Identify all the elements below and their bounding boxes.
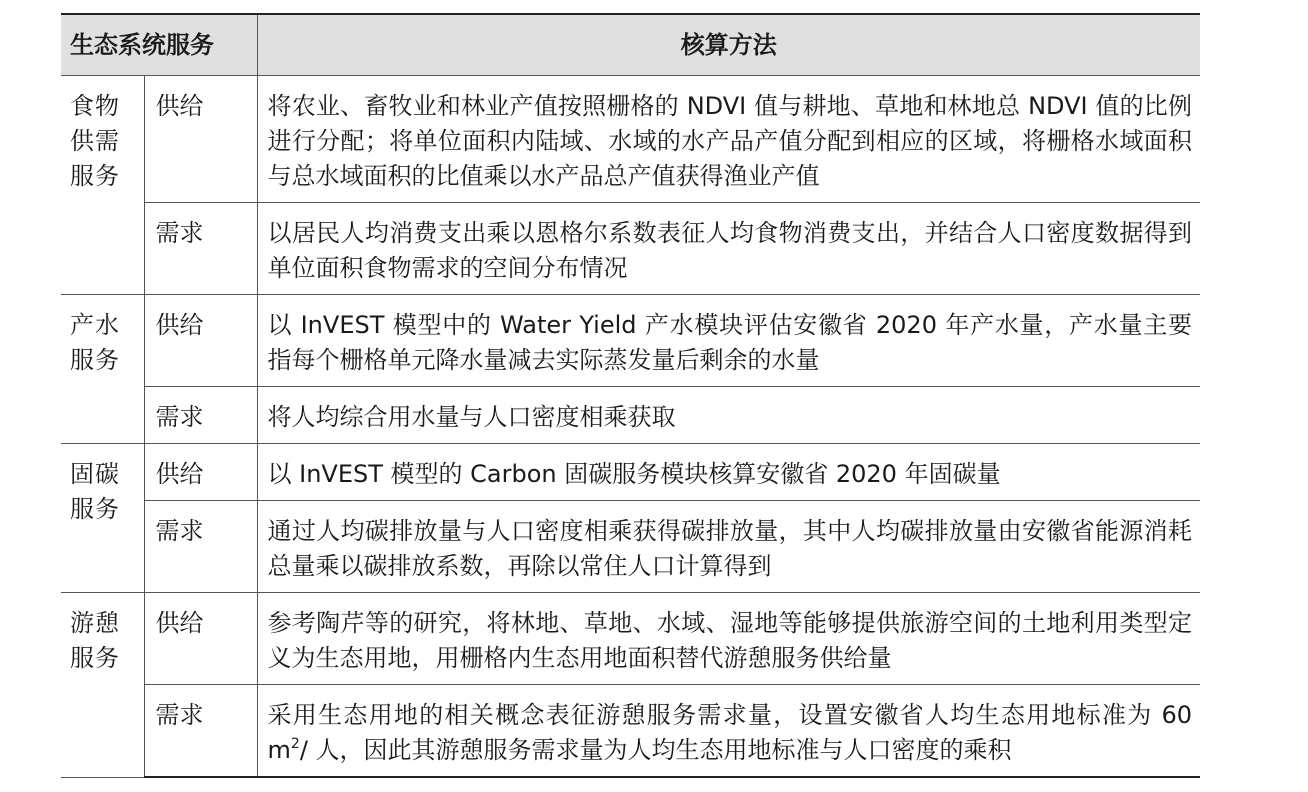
type-cell: 供给 [144, 444, 257, 501]
table-header-row [61, 14, 1200, 76]
service-cell-recreation [61, 593, 144, 778]
service-cell-water [61, 295, 144, 444]
method-text: 采用生态用地的相关概念表征游憩服务需求量，设置安徽省人均生态用地标准为 60 m [267, 701, 1192, 764]
table-row [61, 501, 1200, 593]
type-cell: 供给 [144, 593, 257, 685]
service-name-line: 固碳 [70, 460, 120, 488]
superscript-exponent: 2 [290, 736, 300, 752]
service-name-line: 产水 [70, 311, 120, 339]
table-row [61, 444, 1200, 501]
table-row [61, 295, 1200, 387]
type-cell: 供给 [144, 76, 257, 203]
header-accounting-method: 核算方法 [257, 14, 1200, 76]
service-name-line: 服务 [70, 346, 120, 374]
table-row [61, 203, 1200, 295]
type-cell: 需求 [144, 501, 257, 593]
table-row [61, 76, 1200, 203]
table-row [61, 593, 1200, 685]
service-name-line: 食物 [70, 92, 120, 120]
service-name-line: 服务 [70, 162, 120, 190]
method-cell: 将人均综合用水量与人口密度相乘获取 [257, 387, 1200, 444]
method-cell: 以 InVEST 模型中的 Water Yield 产水模块评估安徽省 2020 年产水量，产水量主要指每个栅格单元降水量减去实际蒸发量后剩余的水量 [257, 295, 1200, 387]
method-cell [257, 685, 1200, 778]
service-name-line: 游憩 [70, 609, 120, 637]
service-cell-carbon [61, 444, 144, 593]
method-cell: 将农业、畜牧业和林业产值按照栅格的 NDVI 值与耕地、草地和林地总 NDVI 值的比例进行分配；将单位面积内陆域、水域的水产品产值分配到相应的区域，将栅格水域面积与总水域面积的比值乘以水产品总产值获得渔业产值 [257, 76, 1200, 203]
header-ecosystem-service: 生态系统服务 [61, 14, 257, 76]
method-cell: 以居民人均消费支出乘以恩格尔系数表征人均食物消费支出，并结合人口密度数据得到单位面积食物需求的空间分布情况 [257, 203, 1200, 295]
table-row [61, 387, 1200, 444]
service-name-line: 服务 [70, 644, 120, 672]
method-text: / 人，因此其游憩服务需求量为人均生态用地标准与人口密度的乘积 [299, 736, 1012, 764]
method-cell: 参考陶芹等的研究，将林地、草地、水域、湿地等能够提供旅游空间的土地利用类型定义为生态用地，用栅格内生态用地面积替代游憩服务供给量 [257, 593, 1200, 685]
service-cell-food [61, 76, 144, 295]
type-cell: 供给 [144, 295, 257, 387]
type-cell: 需求 [144, 203, 257, 295]
method-cell: 通过人均碳排放量与人口密度相乘获得碳排放量，其中人均碳排放量由安徽省能源消耗总量乘以碳排放系数，再除以常住人口计算得到 [257, 501, 1200, 593]
service-name-line: 供需 [70, 127, 120, 155]
service-name-line: 服务 [70, 495, 120, 523]
type-cell: 需求 [144, 685, 257, 778]
accounting-methods-table [61, 13, 1200, 778]
table-row [61, 685, 1200, 778]
method-cell: 以 InVEST 模型的 Carbon 固碳服务模块核算安徽省 2020 年固碳量 [257, 444, 1200, 501]
type-cell: 需求 [144, 387, 257, 444]
